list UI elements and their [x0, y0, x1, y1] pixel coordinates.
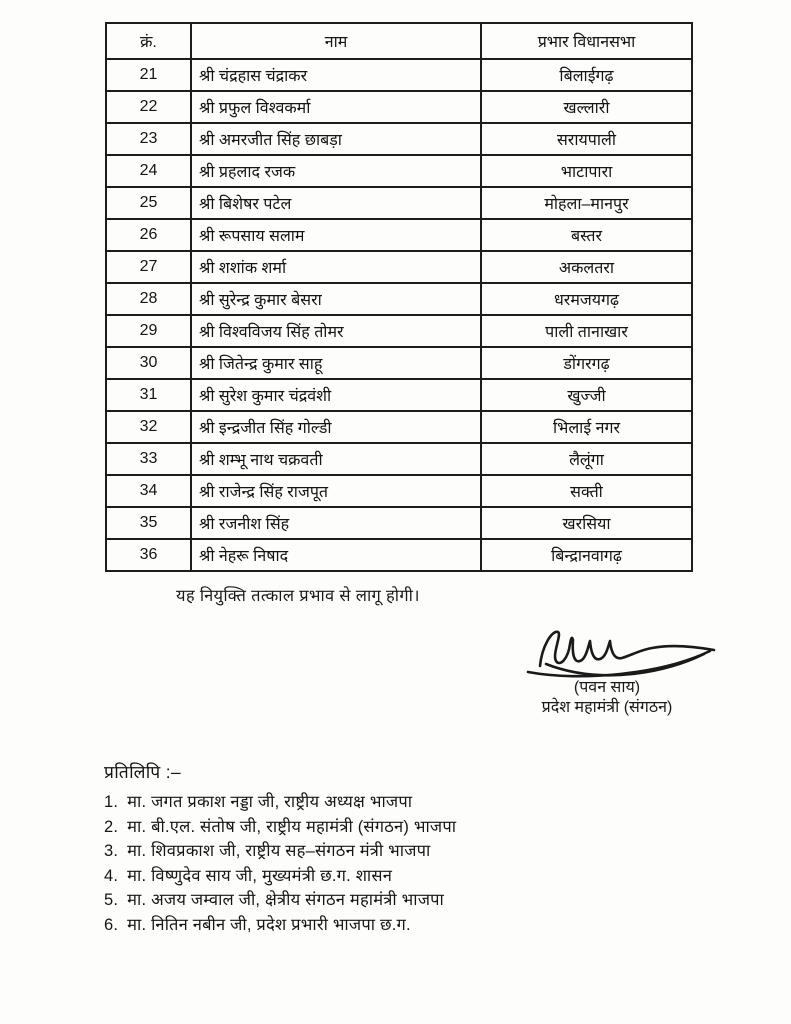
- cell-name: श्री जितेन्द्र कुमार साहू: [191, 347, 481, 379]
- signature-scribble-image: [482, 622, 732, 680]
- cell-name: श्री बिशेषर पटेल: [191, 187, 481, 219]
- table-row: [106, 475, 692, 507]
- cell-constituency: बिलाईगढ़: [481, 59, 692, 91]
- cell-serial: 23: [106, 123, 191, 155]
- table-row: [106, 379, 692, 411]
- cell-constituency: डोंगरगढ़: [481, 347, 692, 379]
- copy-item-text: मा. जगत प्रकाश नड्डा जी, राष्ट्रीय अध्यक्ष भाजपा: [127, 793, 413, 811]
- signature-block: [462, 622, 752, 718]
- col-header-serial: क्रं.: [106, 23, 191, 59]
- cell-serial: 26: [106, 219, 191, 251]
- appointment-table-wrap: [105, 22, 693, 572]
- cell-serial: 32: [106, 411, 191, 443]
- cell-constituency: भिलाई नगर: [481, 411, 692, 443]
- col-header-constituency: प्रभार विधानसभा: [481, 23, 692, 59]
- cell-serial: 27: [106, 251, 191, 283]
- cell-name: श्री सुरेश कुमार चंद्रवंशी: [191, 379, 481, 411]
- copies-section: [104, 760, 456, 937]
- table-body: [106, 59, 692, 571]
- table-row: [106, 507, 692, 539]
- cell-constituency: सक्ती: [481, 475, 692, 507]
- cell-name: श्री इन्द्रजीत सिंह गोल्डी: [191, 411, 481, 443]
- table-row: [106, 443, 692, 475]
- copy-item: [104, 888, 456, 913]
- table-row: [106, 187, 692, 219]
- appointment-table: [105, 22, 693, 572]
- copy-item: [104, 815, 456, 840]
- col-header-name: नाम: [191, 23, 481, 59]
- table-row: [106, 347, 692, 379]
- cell-serial: 33: [106, 443, 191, 475]
- cell-serial: 22: [106, 91, 191, 123]
- cell-name: श्री सुरेन्द्र कुमार बेसरा: [191, 283, 481, 315]
- cell-name: श्री रूपसाय सलाम: [191, 219, 481, 251]
- table-row: [106, 219, 692, 251]
- cell-serial: 36: [106, 539, 191, 571]
- table-header-row: [106, 23, 692, 59]
- cell-constituency: सरायपाली: [481, 123, 692, 155]
- cell-constituency: बिन्द्रानवागढ़: [481, 539, 692, 571]
- cell-name: श्री नेहरू निषाद: [191, 539, 481, 571]
- effective-immediately-note: यह नियुक्ति तत्काल प्रभाव से लागू होगी।: [176, 587, 420, 605]
- table-row: [106, 283, 692, 315]
- cell-name: श्री चंद्रहास चंद्राकर: [191, 59, 481, 91]
- copy-item-number: 5.: [104, 891, 119, 909]
- cell-constituency: खरसिया: [481, 507, 692, 539]
- cell-serial: 34: [106, 475, 191, 507]
- copy-item-text: मा. विष्णुदेव साय जी, मुख्यमंत्री छ.ग. शासन: [127, 866, 393, 885]
- copy-item-number: 3.: [104, 842, 119, 860]
- cell-name: श्री प्रफुल विश्वकर्मा: [191, 91, 481, 123]
- cell-serial: 24: [106, 155, 191, 187]
- table-row: [106, 59, 692, 91]
- cell-constituency: मोहला–मानपुर: [481, 187, 692, 219]
- cell-serial: 25: [106, 187, 191, 219]
- cell-name: श्री रजनीश सिंह: [191, 507, 481, 539]
- cell-name: श्री विश्वविजय सिंह तोमर: [191, 315, 481, 347]
- cell-serial: 30: [106, 347, 191, 379]
- table-row: [106, 411, 692, 443]
- table-row: [106, 91, 692, 123]
- cell-constituency: खुज्जी: [481, 379, 692, 411]
- cell-serial: 31: [106, 379, 191, 411]
- copy-item: [104, 864, 456, 889]
- signatory-title: प्रदेश महामंत्री (संगठन): [541, 699, 673, 716]
- cell-constituency: पाली तानाखार: [481, 315, 692, 347]
- cell-serial: 29: [106, 315, 191, 347]
- cell-serial: 35: [106, 507, 191, 539]
- cell-name: श्री राजेन्द्र सिंह राजपूत: [191, 475, 481, 507]
- copy-item: [104, 790, 456, 815]
- table-row: [106, 315, 692, 347]
- copy-item: [104, 839, 456, 864]
- copy-item-number: 1.: [104, 793, 119, 811]
- cell-constituency: धरमजयगढ़: [481, 283, 692, 315]
- table-row: [106, 539, 692, 571]
- signatory-name: (पवन साय): [573, 679, 641, 696]
- copy-item-number: 2.: [104, 817, 119, 836]
- copies-list: [104, 790, 456, 937]
- cell-name: श्री प्रहलाद रजक: [191, 155, 481, 187]
- cell-constituency: खल्लारी: [481, 91, 692, 123]
- cell-name: श्री शम्भू नाथ चक्रवती: [191, 443, 481, 475]
- cell-constituency: लैलूंगा: [481, 443, 692, 475]
- copy-item-text: मा. नितिन नबीन जी, प्रदेश प्रभारी भाजपा छ.ग.: [127, 915, 411, 934]
- cell-serial: 21: [106, 59, 191, 91]
- copies-label: प्रतिलिपि :–: [104, 762, 181, 782]
- table-row: [106, 251, 692, 283]
- table-row: [106, 155, 692, 187]
- copy-item-text: मा. बी.एल. संतोष जी, राष्ट्रीय महामंत्री (संगठन) भाजपा: [127, 817, 457, 836]
- copy-item: [104, 913, 456, 938]
- copy-item-text: मा. अजय जम्वाल जी, क्षेत्रीय संगठन महामंत्री भाजपा: [127, 891, 445, 909]
- cell-serial: 28: [106, 283, 191, 315]
- cell-name: श्री अमरजीत सिंह छाबड़ा: [191, 123, 481, 155]
- cell-constituency: बस्तर: [481, 219, 692, 251]
- cell-constituency: अकलतरा: [481, 251, 692, 283]
- copy-item-text: मा. शिवप्रकाश जी, राष्ट्रीय सह–संगठन मंत्री भाजपा: [127, 842, 431, 860]
- table-header: [106, 23, 692, 59]
- copy-item-number: 6.: [104, 915, 119, 934]
- copy-item-number: 4.: [104, 866, 119, 885]
- cell-constituency: भाटापारा: [481, 155, 692, 187]
- table-row: [106, 123, 692, 155]
- cell-name: श्री शशांक शर्मा: [191, 251, 481, 283]
